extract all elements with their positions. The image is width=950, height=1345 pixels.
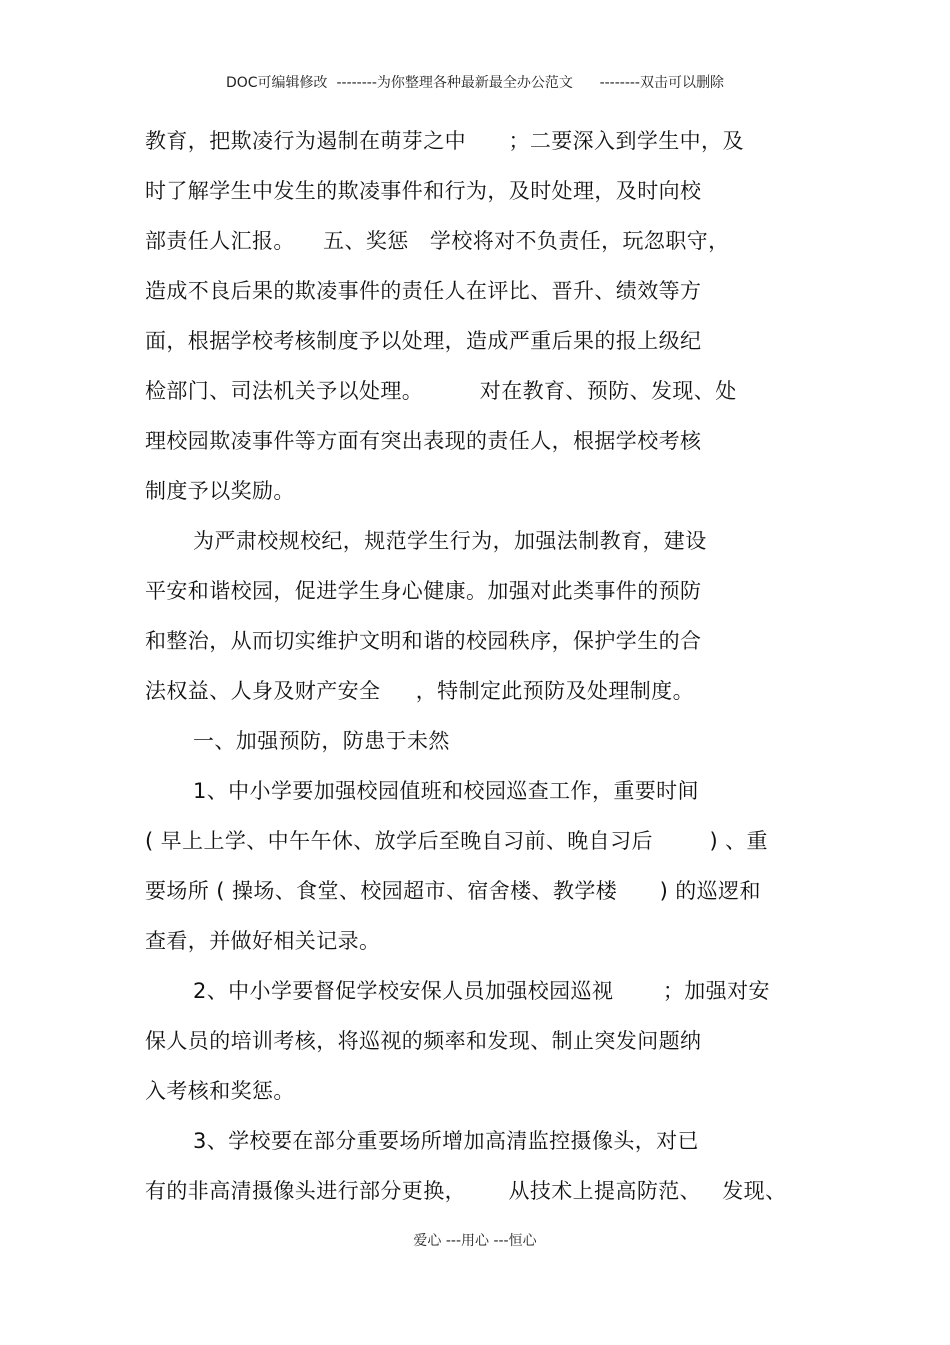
- body-line-22: 有的非高清摄像头进行部分更换， 从技术上提高防范、 发现、: [145, 1179, 787, 1203]
- body-line-16: 要场所 ( 操场、食堂、校园超市、宿舍楼、教学楼 ) 的巡逻和: [145, 879, 761, 903]
- body-line-8: 制度予以奖励。: [145, 479, 295, 503]
- body-line-1: 教育，把欺凌行为遏制在萌芽之中 ；二要深入到学生中，及: [145, 129, 744, 153]
- section-heading-1: 一、加强预防，防患于未然: [193, 729, 450, 753]
- body-line-2: 时了解学生中发生的欺凌事件和行为，及时处理，及时向校: [145, 179, 702, 203]
- body-line-19: 保人员的培训考核，将巡视的频率和发现、制止突发问题纳: [145, 1029, 702, 1053]
- body-line-5: 面，根据学校考核制度予以处理，造成严重后果的报上级纪: [145, 329, 702, 353]
- body-line-9: 为严肃校规校纪，规范学生行为，加强法制教育，建设: [193, 529, 707, 553]
- body-line-18: 2、中小学要督促学校安保人员加强校园巡视 ；加强对安: [193, 979, 770, 1003]
- body-line-15: ( 早上上学、中午午休、放学后至晚自习前、晚自习后 ) 、重: [145, 829, 768, 853]
- body-line-11: 和整治，从而切实维护文明和谐的校园秩序，保护学生的合: [145, 629, 702, 653]
- body-line-3: 部责任人汇报。 五、奖惩 学校将对不负责任，玩忽职守，: [145, 229, 730, 253]
- body-line-7: 理校园欺凌事件等方面有突出表现的责任人，根据学校考核: [145, 429, 702, 453]
- body-line-21: 3、学校要在部分重要场所增加高清监控摄像头，对已: [193, 1129, 699, 1153]
- page-header: DOC可编辑修改 --------为你整理各种最新最全办公范文 --------双击可以删除: [225, 75, 724, 91]
- body-line-10: 平安和谐校园，促进学生身心健康。加强对此类事件的预防: [145, 579, 702, 603]
- body-line-6: 检部门、司法机关予以处理。 对在教育、预防、发现、处: [145, 379, 737, 403]
- body-line-20: 入考核和奖惩。: [145, 1079, 295, 1103]
- body-line-17: 查看，并做好相关记录。: [145, 929, 381, 953]
- body-line-12: 法权益、人身及财产安全 ，特制定此预防及处理制度。: [145, 679, 694, 703]
- body-line-4: 造成不良后果的欺凌事件的责任人在评比、晋升、绩效等方: [145, 279, 702, 303]
- body-line-14: 1、中小学要加强校园值班和校园巡查工作，重要时间: [193, 779, 699, 803]
- page-footer: 爱心 ---用心 ---恒心: [413, 1233, 537, 1249]
